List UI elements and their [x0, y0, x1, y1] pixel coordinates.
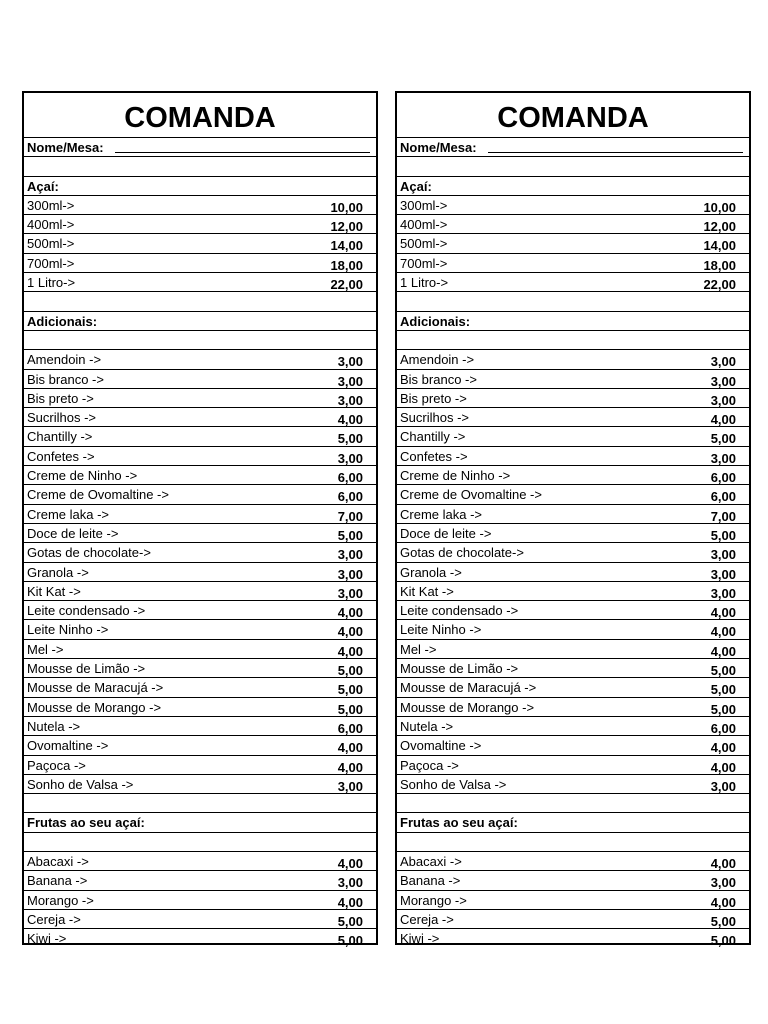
- menu-item-row: [24, 389, 376, 408]
- menu-item-row: [24, 408, 376, 427]
- menu-item-row: [24, 466, 376, 485]
- item-price: 4,00: [337, 759, 363, 775]
- menu-item-row: [24, 736, 376, 755]
- menu-item-row: [24, 563, 376, 582]
- item-label: Paçoca ->: [400, 757, 459, 773]
- item-label: Mousse de Maracujá ->: [400, 680, 537, 696]
- name-table-label: Nome/Mesa:: [400, 140, 477, 155]
- item-price: 6,00: [710, 489, 736, 505]
- item-price: 22,00: [703, 277, 736, 293]
- item-label: 400ml->: [27, 217, 75, 233]
- item-label: Banana ->: [27, 873, 88, 889]
- blank-row: [24, 157, 376, 176]
- menu-item-row: [397, 620, 749, 639]
- menu-item-row: [24, 910, 376, 929]
- item-price: 5,00: [710, 663, 736, 679]
- blank-row: [24, 833, 376, 852]
- item-label: Mousse de Maracujá ->: [27, 680, 164, 696]
- item-price: 3,00: [337, 585, 363, 601]
- name-table-label: Nome/Mesa:: [27, 140, 104, 155]
- menu-item-row: [24, 640, 376, 659]
- item-price: 3,00: [710, 778, 736, 794]
- item-label: Mousse de Morango ->: [27, 699, 162, 715]
- item-price: 14,00: [330, 238, 363, 254]
- item-label: 700ml->: [400, 255, 448, 271]
- section-header-row: [24, 177, 376, 196]
- item-label: Mel ->: [27, 641, 64, 657]
- item-label: Sucrilhos ->: [27, 410, 96, 426]
- item-label: Granola ->: [27, 564, 89, 580]
- item-label: Sucrilhos ->: [400, 410, 469, 426]
- item-price: 5,00: [710, 682, 736, 698]
- menu-item-row: [24, 582, 376, 601]
- section-header-row: [397, 177, 749, 196]
- section-title: Adicionais:: [400, 313, 471, 329]
- item-label: 1 Litro->: [27, 275, 76, 291]
- item-label: Confetes ->: [400, 448, 468, 464]
- item-label: Granola ->: [400, 564, 462, 580]
- menu-item-row: [397, 852, 749, 871]
- item-label: Amendoin ->: [27, 352, 102, 368]
- item-label: Nutela ->: [27, 718, 81, 734]
- menu-item-row: [397, 408, 749, 427]
- item-price: 4,00: [710, 643, 736, 659]
- item-label: 700ml->: [27, 255, 75, 271]
- item-price: 4,00: [337, 643, 363, 659]
- menu-item-row: [397, 350, 749, 369]
- menu-item-row: [24, 891, 376, 910]
- item-label: Creme de Ovomaltine ->: [27, 487, 169, 503]
- item-label: 300ml->: [400, 197, 448, 213]
- item-label: Amendoin ->: [400, 352, 475, 368]
- item-price: 7,00: [337, 508, 363, 524]
- name-table-write-line[interactable]: [115, 152, 370, 153]
- item-label: Leite condensado ->: [27, 603, 146, 619]
- item-price: 4,00: [337, 624, 363, 640]
- menu-item-row: [24, 620, 376, 639]
- menu-item-row: [24, 427, 376, 446]
- item-label: Bis branco ->: [27, 371, 104, 387]
- menu-item-row: [397, 370, 749, 389]
- name-table-write-line[interactable]: [488, 152, 743, 153]
- section-title: Adicionais:: [27, 313, 98, 329]
- item-label: Kiwi ->: [400, 931, 440, 947]
- blank-row: [397, 833, 749, 852]
- item-price: 6,00: [337, 720, 363, 736]
- item-label: Gotas de chocolate->: [27, 545, 151, 561]
- section-header-row: [397, 312, 749, 331]
- item-price: 4,00: [710, 605, 736, 621]
- menu-item-row: [397, 389, 749, 408]
- item-label: Abacaxi ->: [27, 853, 89, 869]
- menu-item-row: [397, 678, 749, 697]
- item-price: 4,00: [710, 894, 736, 910]
- item-price: 5,00: [337, 527, 363, 543]
- menu-item-row: [397, 640, 749, 659]
- menu-item-row: [397, 698, 749, 717]
- item-price: 5,00: [710, 527, 736, 543]
- comanda-sheet-right: [395, 91, 751, 949]
- sheet-title: COMANDA: [397, 93, 749, 138]
- menu-item-row: [397, 466, 749, 485]
- item-label: Kit Kat ->: [27, 583, 81, 599]
- menu-item-row: [397, 756, 749, 775]
- item-price: 3,00: [337, 354, 363, 370]
- section-header-row: [24, 312, 376, 331]
- item-label: Chantilly ->: [27, 429, 93, 445]
- menu-item-row: [24, 254, 376, 273]
- blank-row: [397, 157, 749, 176]
- section-header-row: [397, 813, 749, 832]
- section-title: Frutas ao seu açaí:: [27, 815, 145, 831]
- item-label: Kiwi ->: [27, 931, 67, 947]
- item-price: 4,00: [710, 740, 736, 756]
- menu-item-row: [24, 871, 376, 890]
- menu-item-row: [24, 543, 376, 562]
- item-label: Creme laka ->: [27, 506, 109, 522]
- section-title: Açaí:: [400, 178, 432, 194]
- item-price: 7,00: [710, 508, 736, 524]
- menu-item-row: [397, 582, 749, 601]
- item-price: 10,00: [330, 199, 363, 215]
- item-label: Leite condensado ->: [400, 603, 519, 619]
- item-price: 3,00: [710, 392, 736, 408]
- item-label: Abacaxi ->: [400, 853, 462, 869]
- item-price: 3,00: [710, 875, 736, 891]
- menu-item-row: [24, 447, 376, 466]
- menu-item-row: [24, 350, 376, 369]
- item-price: 3,00: [337, 547, 363, 563]
- item-price: 3,00: [337, 875, 363, 891]
- menu-item-row: [397, 196, 749, 215]
- blank-row: [397, 331, 749, 350]
- blank-row: [24, 794, 376, 813]
- item-label: Creme de Ovomaltine ->: [400, 487, 542, 503]
- item-price: 3,00: [337, 450, 363, 466]
- item-price: 4,00: [337, 740, 363, 756]
- item-label: Bis preto ->: [400, 390, 467, 406]
- item-label: Creme de Ninho ->: [27, 468, 138, 484]
- item-price: 3,00: [710, 585, 736, 601]
- item-label: Bis branco ->: [400, 371, 477, 387]
- menu-item-row: [24, 505, 376, 524]
- item-price: 5,00: [710, 431, 736, 447]
- comanda-sheet-left: [22, 91, 378, 949]
- item-price: 3,00: [337, 566, 363, 582]
- item-price: 5,00: [337, 431, 363, 447]
- item-label: Banana ->: [400, 873, 461, 889]
- blank-row: [397, 794, 749, 813]
- item-price: 5,00: [710, 701, 736, 717]
- item-price: 3,00: [710, 566, 736, 582]
- menu-item-row: [397, 929, 749, 948]
- item-price: 5,00: [710, 933, 736, 949]
- menu-item-row: [24, 601, 376, 620]
- menu-item-row: [24, 717, 376, 736]
- menu-item-row: [397, 543, 749, 562]
- item-price: 5,00: [337, 913, 363, 929]
- item-label: Cereja ->: [27, 911, 81, 927]
- item-label: Ovomaltine ->: [400, 738, 482, 754]
- item-price: 4,00: [337, 605, 363, 621]
- item-label: Sonho de Valsa ->: [27, 776, 134, 792]
- item-label: Confetes ->: [27, 448, 95, 464]
- item-price: 4,00: [337, 894, 363, 910]
- item-label: Mousse de Limão ->: [400, 661, 519, 677]
- item-price: 12,00: [703, 219, 736, 235]
- item-price: 5,00: [337, 663, 363, 679]
- item-label: Doce de leite ->: [400, 525, 492, 541]
- item-price: 22,00: [330, 277, 363, 293]
- menu-item-row: [24, 756, 376, 775]
- menu-item-row: [24, 929, 376, 948]
- item-label: Cereja ->: [400, 911, 454, 927]
- item-label: Mel ->: [400, 641, 437, 657]
- menu-item-row: [24, 698, 376, 717]
- menu-item-row: [397, 273, 749, 292]
- menu-item-row: [24, 775, 376, 794]
- section-title: Açaí:: [27, 178, 59, 194]
- item-label: Bis preto ->: [27, 390, 94, 406]
- blank-row: [24, 292, 376, 311]
- menu-item-row: [24, 678, 376, 697]
- item-price: 4,00: [337, 855, 363, 871]
- item-label: Sonho de Valsa ->: [400, 776, 507, 792]
- menu-item-row: [24, 234, 376, 253]
- item-price: 3,00: [710, 450, 736, 466]
- item-label: Morango ->: [400, 892, 467, 908]
- item-price: 3,00: [710, 373, 736, 389]
- menu-item-row: [397, 234, 749, 253]
- menu-item-row: [397, 736, 749, 755]
- item-price: 3,00: [710, 354, 736, 370]
- menu-item-row: [24, 524, 376, 543]
- item-label: Kit Kat ->: [400, 583, 454, 599]
- item-price: 5,00: [710, 913, 736, 929]
- item-price: 6,00: [337, 470, 363, 486]
- item-price: 4,00: [337, 412, 363, 428]
- blank-row: [24, 331, 376, 350]
- menu-item-row: [397, 254, 749, 273]
- menu-item-row: [24, 852, 376, 871]
- item-label: Creme de Ninho ->: [400, 468, 511, 484]
- item-price: 5,00: [337, 682, 363, 698]
- menu-item-row: [24, 215, 376, 234]
- menu-item-row: [397, 215, 749, 234]
- menu-item-row: [24, 273, 376, 292]
- item-price: 4,00: [710, 855, 736, 871]
- menu-item-row: [397, 775, 749, 794]
- item-price: 12,00: [330, 219, 363, 235]
- item-label: Mousse de Limão ->: [27, 661, 146, 677]
- item-price: 10,00: [703, 199, 736, 215]
- item-label: Nutela ->: [400, 718, 454, 734]
- item-price: 18,00: [330, 257, 363, 273]
- sheet-title: COMANDA: [24, 93, 376, 138]
- menu-item-row: [397, 717, 749, 736]
- blank-row: [397, 292, 749, 311]
- item-price: 5,00: [337, 701, 363, 717]
- item-price: 5,00: [337, 933, 363, 949]
- item-label: 400ml->: [400, 217, 448, 233]
- menu-item-row: [24, 370, 376, 389]
- menu-item-row: [397, 659, 749, 678]
- menu-item-row: [24, 659, 376, 678]
- item-label: Doce de leite ->: [27, 525, 119, 541]
- name-table-row: [24, 138, 376, 157]
- item-label: Ovomaltine ->: [27, 738, 109, 754]
- section-header-row: [24, 813, 376, 832]
- item-label: Leite Ninho ->: [27, 622, 109, 638]
- item-label: Paçoca ->: [27, 757, 86, 773]
- item-price: 4,00: [710, 412, 736, 428]
- item-price: 3,00: [337, 373, 363, 389]
- menu-item-row: [397, 505, 749, 524]
- item-label: 500ml->: [400, 236, 448, 252]
- item-price: 3,00: [337, 392, 363, 408]
- item-price: 6,00: [710, 720, 736, 736]
- item-label: Mousse de Morango ->: [400, 699, 535, 715]
- menu-item-row: [397, 447, 749, 466]
- menu-item-row: [24, 485, 376, 504]
- menu-item-row: [397, 563, 749, 582]
- menu-item-row: [24, 196, 376, 215]
- menu-item-row: [397, 871, 749, 890]
- item-label: 300ml->: [27, 197, 75, 213]
- menu-item-row: [397, 524, 749, 543]
- item-label: Morango ->: [27, 892, 94, 908]
- menu-item-row: [397, 891, 749, 910]
- item-price: 6,00: [337, 489, 363, 505]
- item-price: 6,00: [710, 470, 736, 486]
- item-label: Leite Ninho ->: [400, 622, 482, 638]
- section-title: Frutas ao seu açaí:: [400, 815, 518, 831]
- item-label: 500ml->: [27, 236, 75, 252]
- item-label: 1 Litro->: [400, 275, 449, 291]
- menu-item-row: [397, 910, 749, 929]
- item-price: 18,00: [703, 257, 736, 273]
- item-label: Gotas de chocolate->: [400, 545, 524, 561]
- item-price: 3,00: [710, 547, 736, 563]
- name-table-row: [397, 138, 749, 157]
- item-price: 4,00: [710, 759, 736, 775]
- menu-item-row: [397, 427, 749, 446]
- item-label: Chantilly ->: [400, 429, 466, 445]
- item-label: Creme laka ->: [400, 506, 482, 522]
- item-price: 4,00: [710, 624, 736, 640]
- menu-item-row: [397, 485, 749, 504]
- menu-item-row: [397, 601, 749, 620]
- item-price: 3,00: [337, 778, 363, 794]
- item-price: 14,00: [703, 238, 736, 254]
